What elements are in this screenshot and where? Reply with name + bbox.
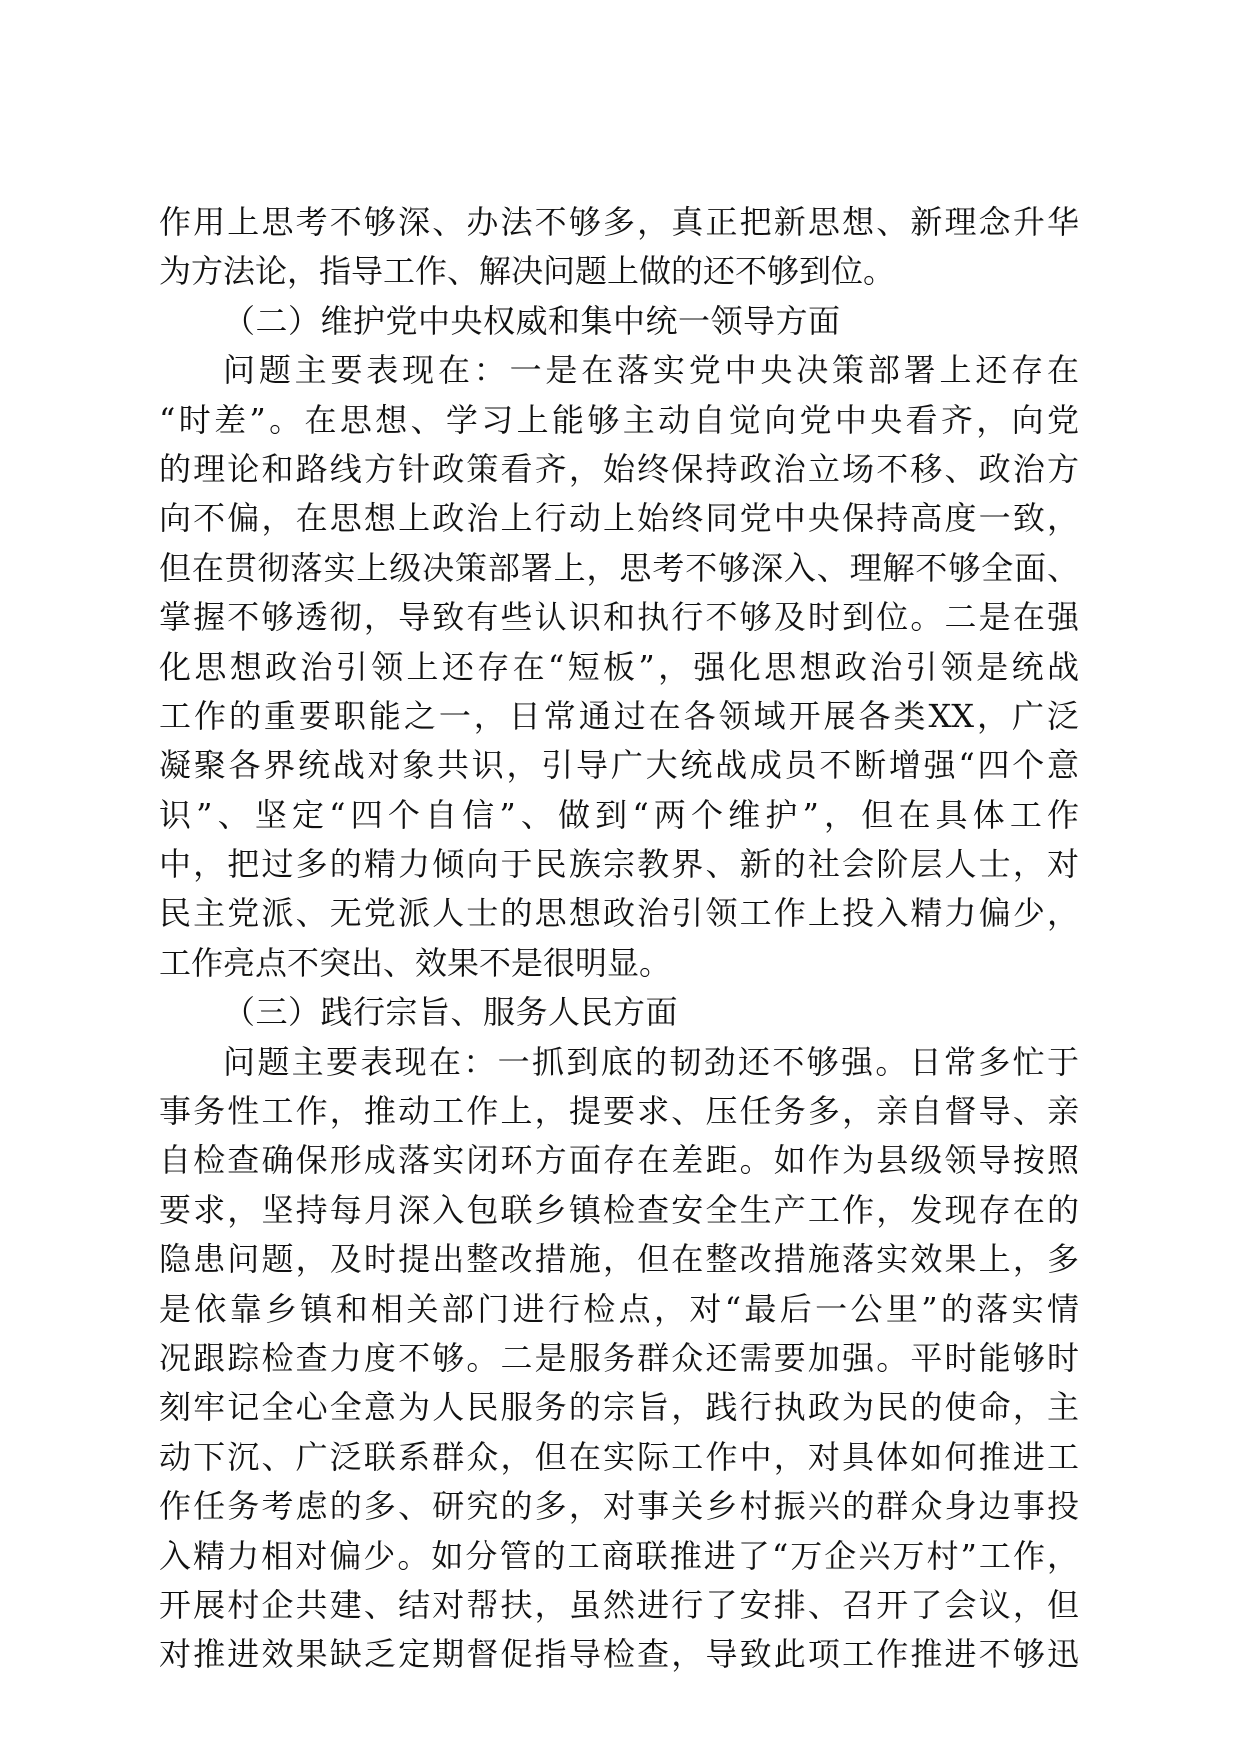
text-line: 自检查确保形成落实闭环方面存在差距。如作为县级领导按照: [159, 1141, 1079, 1180]
text-line: 向不偏，在思想上政治上行动上始终同党中央保持高度一致，: [159, 499, 1079, 538]
document-body: [159, 198, 1079, 1680]
text-line: 作用上思考不够深、办法不够多，真正把新思想、新理念升华: [159, 203, 1079, 241]
text-line: 的理论和路线方针政策看齐，始终保持政治立场不移、政治方: [159, 449, 1079, 488]
text-line: 工作的重要职能之一，日常通过在各领域开展各类XX，广泛: [159, 696, 1079, 735]
text-line: 化思想政治引领上还存在“短板”，强化思想政治引领是统战: [159, 647, 1079, 686]
text-line: 识”、坚定“四个自信”、做到“两个维护”，但在具体工作: [159, 795, 1079, 834]
text-line: 凝聚各界统战对象共识，引导广大统战成员不断增强“四个意: [159, 746, 1079, 785]
text-line: 况跟踪检查力度不够。二是服务群众还需要加强。平时能够时: [159, 1338, 1079, 1377]
text-line: 动下沉、广泛联系群众，但在实际工作中，对具体如何推进工: [159, 1437, 1079, 1476]
text-line: 刻牢记全心全意为人民服务的宗旨，践行执政为民的使命，主: [159, 1388, 1079, 1427]
text-line: 开展村企共建、结对帮扶，虽然进行了安排、召开了会议，但: [159, 1585, 1079, 1624]
text-line: 问题主要表现在：一抓到底的韧劲还不够强。日常多忙于: [223, 1042, 1079, 1081]
text-line: 对推进效果缺乏定期督促指导检查，导致此项工作推进不够迅: [159, 1635, 1079, 1674]
text-line: 中，把过多的精力倾向于民族宗教界、新的社会阶层人士，对: [159, 845, 1079, 884]
section-heading-2: （二）维护党中央权威和集中统一领导方面: [223, 301, 841, 340]
text-line: 民主党派、无党派人士的思想政治引领工作上投入精力偏少，: [159, 894, 1079, 933]
section-heading-3: （三）践行宗旨、服务人民方面: [223, 993, 679, 1032]
text-line: 问题主要表现在：一是在落实党中央决策部署上还存在: [223, 351, 1079, 390]
text-line: 事务性工作，推动工作上，提要求、压任务多，亲自督导、亲: [159, 1092, 1079, 1131]
text-line: 是依靠乡镇和相关部门进行检点，对“最后一公里”的落实情: [159, 1289, 1079, 1328]
text-line: 但在贯彻落实上级决策部署上，思考不够深入、理解不够全面、: [159, 548, 1079, 587]
text-line: “时差”。在思想、学习上能够主动自觉向党中央看齐，向党: [159, 400, 1079, 439]
text-line: 作任务考虑的多、研究的多，对事关乡村振兴的群众身边事投: [159, 1487, 1079, 1526]
text-line: 隐患问题，及时提出整改措施，但在整改措施落实效果上，多: [159, 1240, 1079, 1279]
text-line: 要求，坚持每月深入包联乡镇检查安全生产工作，发现存在的: [159, 1190, 1079, 1229]
text-line: 工作亮点不突出、效果不是很明显。: [159, 943, 672, 982]
text-line: 为方法论，指导工作、解决问题上做的还不够到位。: [159, 252, 896, 291]
text-line: 入精力相对偏少。如分管的工商联推进了“万企兴万村”工作，: [159, 1536, 1079, 1575]
text-line: 掌握不够透彻，导致有些认识和执行不够及时到位。二是在强: [159, 598, 1079, 637]
